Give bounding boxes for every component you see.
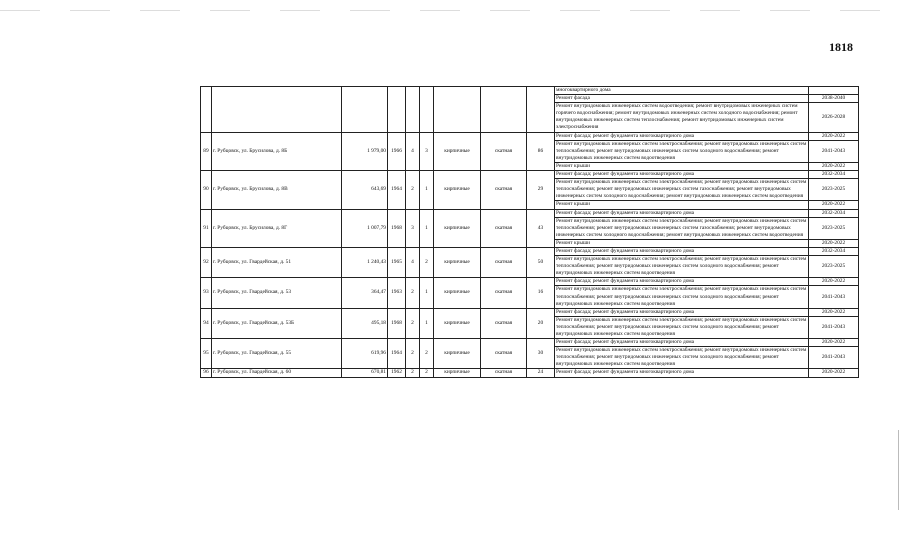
cell-walls: кирпичные [434, 369, 481, 377]
cell-work: Ремонт крыши [555, 239, 809, 247]
cell-entrances: 3 [420, 132, 434, 170]
cell-entrances: 1 [420, 209, 434, 247]
cell-work: Ремонт фасада; ремонт фундамента многоквартирного дома [555, 171, 809, 179]
cell-year: 1965 [388, 247, 406, 277]
cell-address [212, 87, 342, 133]
cell-walls: кирпичные [434, 171, 481, 209]
cell-work: Ремонт фасада [555, 95, 809, 103]
cell-floors: 4 [406, 132, 420, 170]
cell-work: Ремонт внутридомовых инженерных систем электроснабжения; ремонт внутридомовых инженерных систем теплоснабжения; ремонт внутридомовых инженерных систем холодного водоснабжения; ремонт внутридомовых инженерных систем водоотведения [555, 140, 809, 162]
cell-area: 495,18 [342, 308, 388, 338]
cell-work: Ремонт фасада; ремонт фундамента многоквартирного дома [555, 339, 809, 347]
cell-num: 93 [201, 278, 212, 308]
cell-roof [481, 87, 527, 133]
table-row [201, 339, 859, 347]
cell-work: Ремонт внутридомовых инженерных систем электроснабжения; ремонт внутридомовых инженерных систем теплоснабжения; ремонт внутридомовых инженерных систем газоснабжения; ремонт внутридомовых инженерных систем холодного водоснабжения; ремонт внутридомовых инженерных систем водоотведения [555, 217, 809, 239]
cell-apartments: 20 [527, 308, 555, 338]
cell-work: Ремонт крыши [555, 162, 809, 170]
cell-period: 2020-2022 [809, 239, 859, 247]
cell-entrances: 1 [420, 308, 434, 338]
cell-num: 94 [201, 308, 212, 338]
cell-entrances: 2 [420, 369, 434, 377]
cell-period: 2026-2028 [809, 103, 859, 132]
cell-work: Ремонт фасада; ремонт фундамента многоквартирного дома [555, 308, 809, 316]
cell-year: 1966 [388, 132, 406, 170]
cell-floors: 2 [406, 369, 420, 377]
cell-period: 2020-2022 [809, 132, 859, 140]
cell-area: 670,81 [342, 369, 388, 377]
cell-address: г. Рубцовск, ул. Брусилова, д. 8Г [212, 209, 342, 247]
cell-period: 2041-2043 [809, 316, 859, 338]
cell-apartments: 50 [527, 247, 555, 277]
table-row [201, 209, 859, 217]
cell-period: 2032-2034 [809, 209, 859, 217]
cell-area: 643,69 [342, 171, 388, 209]
cell-floors [406, 87, 420, 133]
cell-year: 1963 [388, 278, 406, 308]
cell-period: 2041-2043 [809, 347, 859, 369]
cell-area [342, 87, 388, 133]
table-row [201, 132, 859, 140]
cell-roof: скатная [481, 247, 527, 277]
cell-address: г. Рубцовск, ул. Брусилова, д. 8Б [212, 132, 342, 170]
cell-floors: 3 [406, 209, 420, 247]
scan-top-border [0, 10, 905, 11]
cell-apartments: 43 [527, 209, 555, 247]
table-row [201, 278, 859, 286]
cell-year: 1964 [388, 339, 406, 369]
cell-work: Ремонт внутридомовых инженерных систем электроснабжения; ремонт внутридомовых инженерных систем теплоснабжения; ремонт внутридомовых инженерных систем холодного водоснабжения; ремонт внутридомовых инженерных систем водоотведения [555, 256, 809, 278]
cell-period: 2020-2022 [809, 201, 859, 209]
cell-address: г. Рубцовск, ул. Брусилова, д. 8В [212, 171, 342, 209]
table-row [201, 369, 859, 377]
cell-work: многоквартирного дома [555, 87, 809, 95]
cell-period: 2023-2025 [809, 179, 859, 201]
cell-walls: кирпичные [434, 278, 481, 308]
cell-period: 2020-2022 [809, 162, 859, 170]
cell-work: Ремонт фасада; ремонт фундамента многоквартирного дома [555, 132, 809, 140]
cell-num: 95 [201, 339, 212, 369]
cell-area: 1 007,79 [342, 209, 388, 247]
cell-address: г. Рубцовск, ул. Гвардейская, д. 55 [212, 339, 342, 369]
table-row [201, 308, 859, 316]
cell-year: 1962 [388, 369, 406, 377]
cell-entrances: 2 [420, 339, 434, 369]
scan-right-edge [898, 430, 899, 510]
cell-period: 2041-2043 [809, 286, 859, 308]
cell-num: 90 [201, 171, 212, 209]
cell-roof: скатная [481, 308, 527, 338]
cell-address: г. Рубцовск, ул. Гвардейская, д. 60 [212, 369, 342, 377]
cell-apartments [527, 87, 555, 133]
cell-roof: скатная [481, 339, 527, 369]
cell-year: 1968 [388, 209, 406, 247]
cell-walls: кирпичные [434, 209, 481, 247]
cell-entrances: 2 [420, 247, 434, 277]
cell-address: г. Рубцовск, ул. Гвардейская, д. 53 [212, 278, 342, 308]
cell-floors: 2 [406, 308, 420, 338]
cell-apartments: 86 [527, 132, 555, 170]
cell-period: 2020-2022 [809, 339, 859, 347]
cell-floors: 2 [406, 171, 420, 209]
housing-registry-table [200, 86, 859, 378]
cell-num: 89 [201, 132, 212, 170]
cell-work: Ремонт внутридомовых инженерных систем электроснабжения; ремонт внутридомовых инженерных систем теплоснабжения; ремонт внутридомовых инженерных систем газоснабжения; ремонт внутридомовых инженерных систем холодного водоснабжения; ремонт внутридомовых инженерных систем водоотведения [555, 179, 809, 201]
cell-roof: скатная [481, 209, 527, 247]
cell-address: г. Рубцовск, ул. Гвардейская, д. 53Б [212, 308, 342, 338]
cell-work: Ремонт фасада; ремонт фундамента многоквартирного дома [555, 209, 809, 217]
cell-period: 2038-2040 [809, 95, 859, 103]
cell-area: 619,96 [342, 339, 388, 369]
cell-walls: кирпичные [434, 132, 481, 170]
cell-num [201, 87, 212, 133]
cell-period [809, 87, 859, 95]
cell-period: 2020-2022 [809, 278, 859, 286]
cell-period: 2023-2025 [809, 217, 859, 239]
cell-area: 364,47 [342, 278, 388, 308]
table-row [201, 171, 859, 179]
cell-area: 1 240,43 [342, 247, 388, 277]
cell-work: Ремонт внутридомовых инженерных систем электроснабжения; ремонт внутридомовых инженерных систем теплоснабжения; ремонт внутридомовых инженерных систем холодного водоснабжения; ремонт внутридомовых инженерных систем водоотведения [555, 316, 809, 338]
cell-apartments: 29 [527, 171, 555, 209]
cell-work: Ремонт внутридомовых инженерных систем электроснабжения; ремонт внутридомовых инженерных систем теплоснабжения; ремонт внутридомовых инженерных систем холодного водоснабжения; ремонт внутридомовых инженерных систем водоотведения [555, 347, 809, 369]
cell-num: 92 [201, 247, 212, 277]
cell-floors: 2 [406, 278, 420, 308]
cell-walls: кирпичные [434, 339, 481, 369]
cell-floors: 4 [406, 247, 420, 277]
cell-work: Ремонт фасада; ремонт фундамента многоквартирного дома [555, 278, 809, 286]
cell-entrances: 1 [420, 171, 434, 209]
continuation-row [201, 87, 859, 95]
cell-roof: скатная [481, 132, 527, 170]
cell-period: 2023-2025 [809, 256, 859, 278]
cell-period: 2020-2022 [809, 369, 859, 377]
cell-walls [434, 87, 481, 133]
table-row [201, 247, 859, 255]
cell-apartments: 24 [527, 369, 555, 377]
cell-roof: скатная [481, 369, 527, 377]
cell-year: 1968 [388, 308, 406, 338]
page-number: 1818 [829, 40, 853, 54]
cell-year [388, 87, 406, 133]
cell-roof: скатная [481, 278, 527, 308]
cell-period: 2020-2022 [809, 308, 859, 316]
cell-period: 2041-2043 [809, 140, 859, 162]
cell-floors: 2 [406, 339, 420, 369]
cell-work: Ремонт крыши [555, 201, 809, 209]
cell-work: Ремонт фасада; ремонт фундамента многоквартирного дома [555, 247, 809, 255]
cell-num: 96 [201, 369, 212, 377]
cell-period: 2032-2034 [809, 171, 859, 179]
cell-work: Ремонт внутридомовых инженерных систем водоотведения; ремонт внутридомовых инженерных систем горячего водоснабжения; ремонт внутридомовых инженерных систем холодного водоснабжения; ремонт внутридомовых инженерных систем теплоснабжения; ремонт внутридомовых инженерных систем электроснабжения [555, 103, 809, 132]
cell-apartments: 30 [527, 339, 555, 369]
cell-entrances [420, 87, 434, 133]
table-body [201, 87, 859, 378]
cell-year: 1964 [388, 171, 406, 209]
cell-roof: скатная [481, 171, 527, 209]
cell-entrances: 1 [420, 278, 434, 308]
cell-walls: кирпичные [434, 308, 481, 338]
cell-apartments: 16 [527, 278, 555, 308]
cell-address: г. Рубцовск, ул. Гвардейская, д. 51 [212, 247, 342, 277]
cell-work: Ремонт внутридомовых инженерных систем электроснабжения; ремонт внутридомовых инженерных систем теплоснабжения; ремонт внутридомовых инженерных систем холодного водоснабжения; ремонт внутридомовых инженерных систем водоотведения [555, 286, 809, 308]
cell-area: 1 979,00 [342, 132, 388, 170]
cell-walls: кирпичные [434, 247, 481, 277]
cell-period: 2032-2034 [809, 247, 859, 255]
cell-num: 91 [201, 209, 212, 247]
cell-work: Ремонт фасада; ремонт фундамента многоквартирного дома [555, 369, 809, 377]
